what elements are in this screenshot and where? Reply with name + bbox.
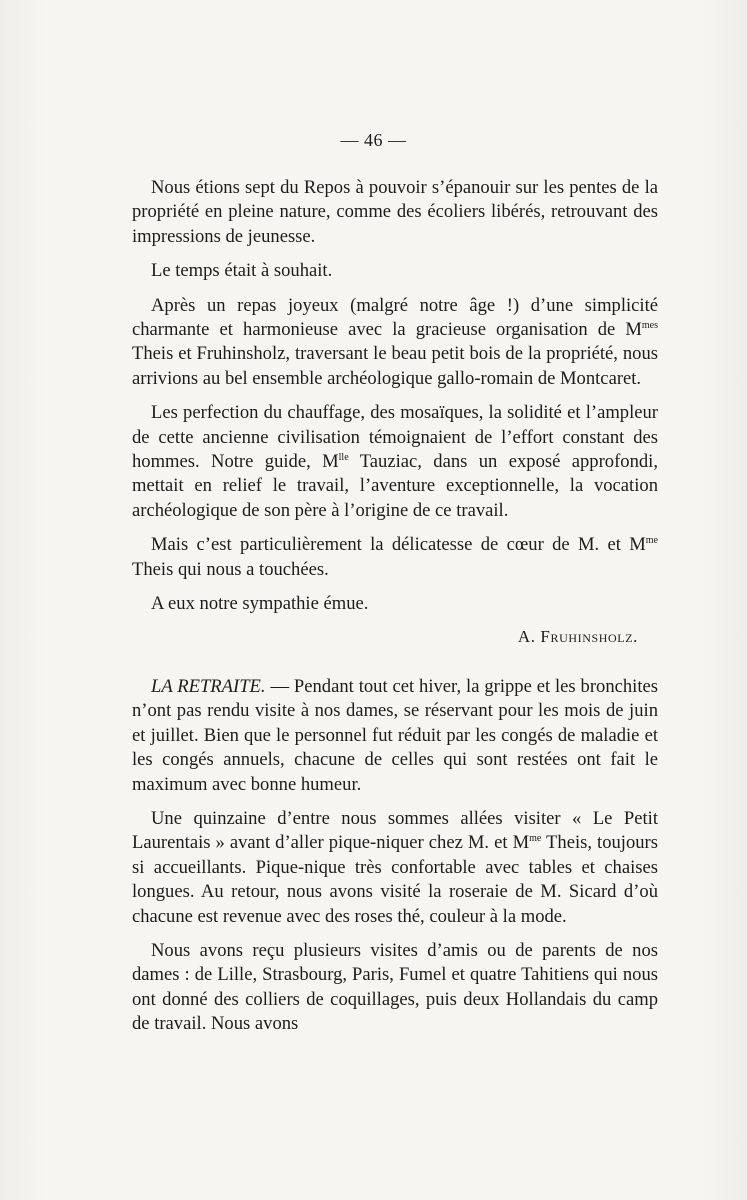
paragraph: Nous étions sept du Repos à pouvoir s’épanouir sur les pentes de la propriété en pleine nature, comme des écoliers libérés, retrouvant des impressions de jeunesse. xyxy=(132,177,658,247)
paragraph: Après un repas joyeux (malgré notre âge !) d’une simplicité charmante et harmonieuse avec la gracieuse organisation de $M^{mes}$ Theis et Fruhinsholz, traversant le beau petit bois de la propriété, nous arrivions au bel ensemble archéologique gallo-romain de Montcaret. xyxy=(132,294,658,389)
page-number: — 46 — xyxy=(340,130,407,150)
paragraph: Le temps était à souhait. xyxy=(151,260,333,282)
paragraph: LA RETRAITE. — Pendant tout cet hiver, la grippe et les bronchites n’ont pas rendu visite à nos dames, se réservant pour les mois de juin et juillet. Bien que le personnel fut réduit par les congés de maladie et les congés annuels, chacune de celles qui sont restées ont fait le maximum avec bonne humeur. xyxy=(132,675,658,795)
body-text xyxy=(132,176,658,1047)
paragraph: Une quinzaine d’entre nous sommes allées visiter « Le Petit Laurentais » avant d’aller pique-niquer chez M. et $M^{me}$ Theis, toujours si accueillants. Pique-nique très confortable avec tables et chaises longues. Au retour, nous avons visité la roseraie de M. Sicard d’où chacune est revenue avec des roses thé, couleur à la mode. xyxy=(132,807,658,927)
superscript: me xyxy=(529,833,542,845)
paragraph: Les perfection du chauffage, des mosaïques, la solidité et l’ampleur de cette ancienne civilisation témoignaient de l’effort constant des hommes. Notre guide, $M^{lle}$ Tauziac, dans un exposé approfondi, mettait en relief le travail, l’aventure exceptionnelle, la vocation archéologique de son père à l’origine de ce travail. xyxy=(132,402,658,521)
paragraph: A eux notre sympathie émue. xyxy=(151,593,369,615)
paragraph: Nous avons reçu plusieurs visites d’amis ou de parents de nos dames : de Lille, Strasbourg, Paris, Fumel et quatre Tahitiens qui nous ont donné des colliers de coquillages, puis deux Hollandais du camp de travail. Nous avons xyxy=(132,939,658,1035)
superscript: lle xyxy=(338,452,349,464)
superscript: mes xyxy=(641,320,658,332)
section-heading: LA RETRAITE. xyxy=(151,675,266,697)
signature: A. Fruhinsholz. xyxy=(517,626,638,646)
paragraph: Mais c’est particulièrement la délicatesse de cœur de M. et $M^{me}$ Theis qui nous a touchées. xyxy=(132,534,658,580)
superscript: me xyxy=(645,535,658,547)
